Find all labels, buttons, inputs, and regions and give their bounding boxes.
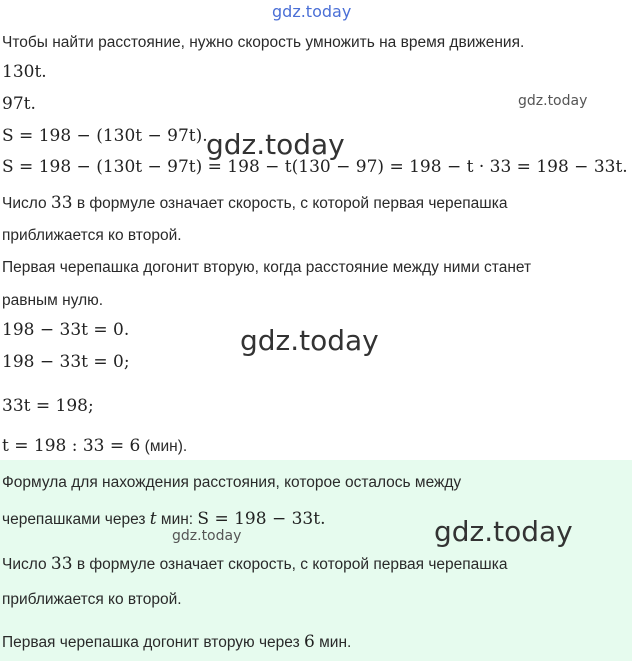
answer-line-1: Формула для нахождения расстояния, которое осталось между — [2, 474, 462, 491]
answer-line-3: Число 33 в формуле означает скорость, с которой первая черепашка — [2, 554, 508, 574]
explanation-line-3: Первая черепашка догонит вторую, когда расстояние между ними станет — [2, 259, 532, 276]
watermark-1: gdz.today — [518, 93, 588, 109]
equation-4: t = 198 : 33 = 6 (мин). — [2, 436, 188, 456]
expr-130t: 130t. — [2, 62, 47, 82]
explanation-line-1: Число 33 в формуле означает скорость, с которой первая черепашка — [2, 193, 508, 213]
expr-97t: 97t. — [2, 94, 36, 114]
equation-2: 198 − 33t = 0; — [2, 352, 130, 372]
explanation-line-2: приближается ко второй. — [2, 227, 182, 244]
explanation-line-4: равным нулю. — [2, 292, 104, 309]
equation-1: 198 − 33t = 0. — [2, 320, 130, 340]
answer-line-5: Первая черепашка догонит вторую через 6 мин. — [2, 632, 352, 652]
formula-s: S = 198 − (130t − 97t). — [2, 126, 208, 146]
watermark-3: gdz.today — [240, 324, 379, 357]
watermark-2: gdz.today — [206, 128, 345, 161]
answer-line-2: черепашками через t мин: S = 198 − 33t. — [2, 509, 326, 529]
watermark-top: gdz.today — [272, 2, 352, 21]
formula-s-expanded: S = 198 − (130t − 97t) = 198 − t(130 − 97) = 198 − t · 33 = 198 − 33t. — [2, 157, 628, 177]
answer-line-4: приближается ко второй. — [2, 591, 182, 608]
solution-line-1: Чтобы найти расстояние, нужно скорость умножить на время движения. — [2, 34, 525, 51]
equation-3: 33t = 198; — [2, 396, 94, 416]
watermark-5: gdz.today — [434, 515, 573, 548]
watermark-4: gdz.today — [172, 528, 242, 544]
